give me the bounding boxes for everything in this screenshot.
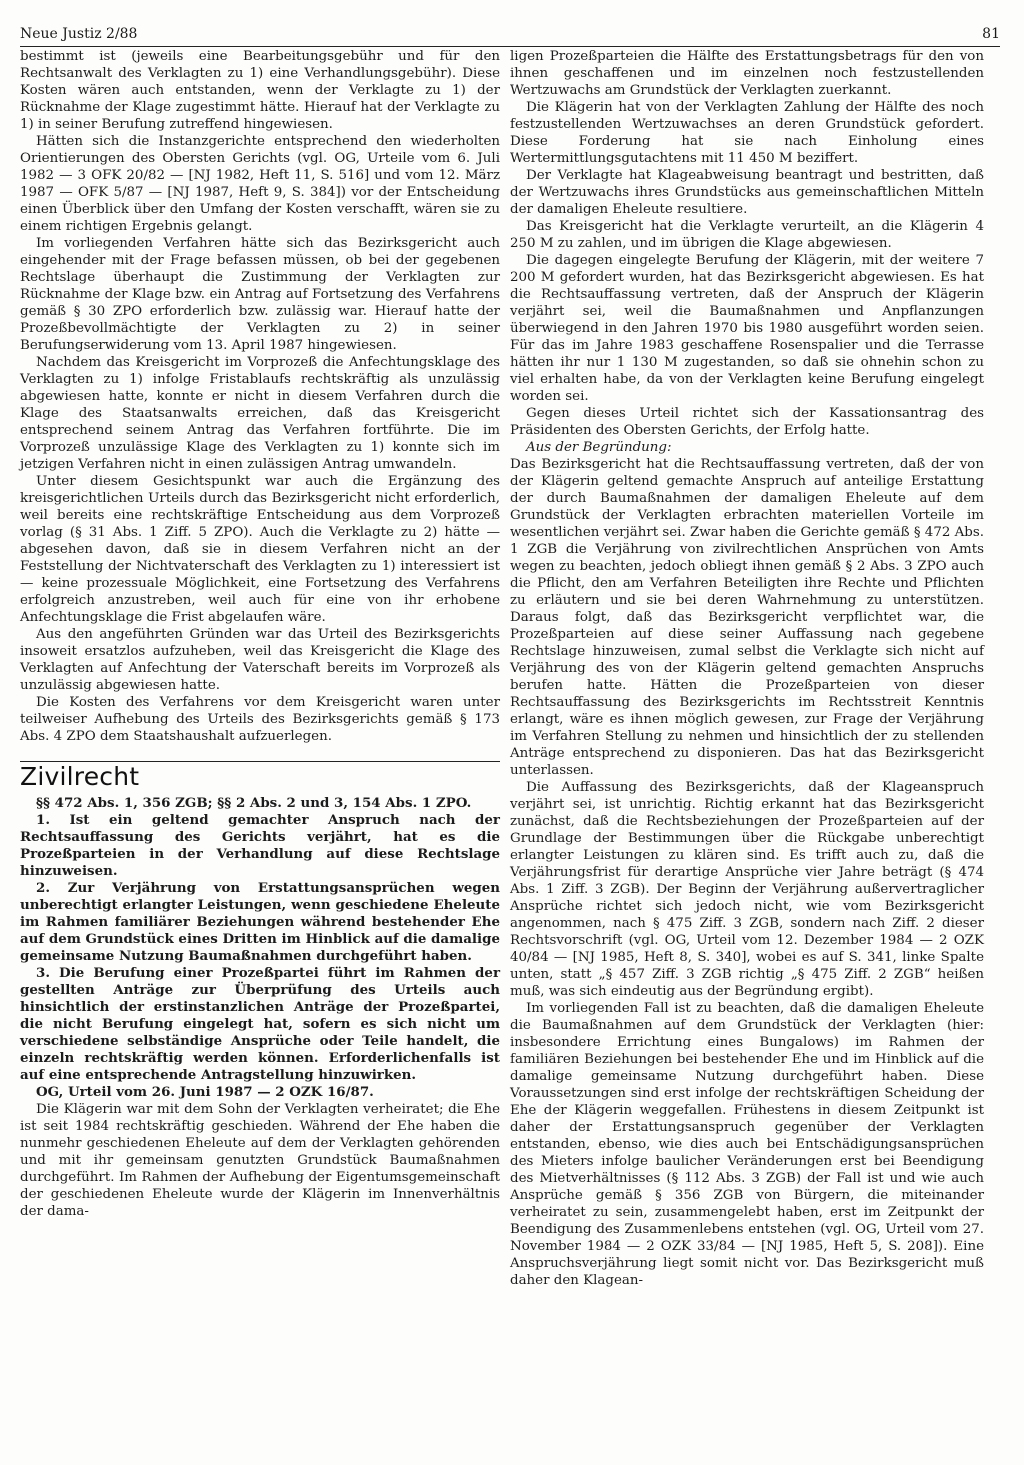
headnote-1: 1. Ist ein geltend gemachter Anspruch nach der Rechtsauffassung des Gerichts verjährt, hat es die Prozeßparteien in der Verhandlung auf diese Rechtslage hinzuweisen. bbox=[20, 812, 500, 879]
paragraph: bestimmt ist (jeweils eine Bearbeitungsgebühr und für den Rechtsanwalt des Verklagten zu 1) eine Verhandlungsgebühr). Diese Kosten wären auch entstanden, wenn der Verklagte zu 1) der Rücknahme der Klage zugestimmt hätte. Hierauf hat der Verklagte zu 1) in seiner Berufung zutreffend hingewiesen. bbox=[20, 49, 500, 132]
paragraph: Hätten sich die Instanzgerichte entsprechend den wiederholten Orientierungen des Obersten Gerichts (vgl. OG, Urteile vom 6. Juli 1982 — 3 OFK 20/82 — [NJ 1982, Heft 11, S. 516] und vom 12. März 1987 — OFK 5/87 — [NJ 1987, Heft 9, S. 384]) vor der Entscheidung einen Überblick über den Umfang der Kosten verschafft, wären sie zu einem richtigen Ergebnis gelangt. bbox=[20, 134, 500, 234]
paragraph: Die Kosten des Verfahrens vor dem Kreisgericht waren unter teilweiser Aufhebung des Urteils des Bezirksgerichts gemäß § 173 Abs. 4 ZPO dem Staatshaushalt aufzuerlegen. bbox=[20, 695, 500, 744]
paragraph: Die Auffassung des Bezirksgerichts, daß der Klageanspruch verjährt sei, ist unrichtig. Richtig erkannt hat das Bezirksgericht zunächst, daß die Rechtsbeziehungen der Prozeßparteien auf der Grundlage der Bestimmungen über die Rückgabe unberechtigt erlangter Leistungen zu klären sind. Es trifft auch zu, daß die Verjährungsfrist für derartige Ansprüche vier Jahre beträgt (§ 474 Abs. 1 Ziff. 3 ZGB). Der Beginn der Verjährung außervertraglicher Ansprüche richtet sich jedoch nicht, wie vom Bezirksgericht angenommen, nach § 475 Ziff. 3 ZGB, sondern nach Ziff. 2 dieser Rechtsvorschrift (vgl. OG, Urteil vom 12. Dezember 1984 — 2 OZK 40/84 — [NJ 1985, Heft 8, S. 340], wobei es auf S. 341, linke Spalte unten, statt „§ 457 Ziff. 3 ZGB richtig „§ 475 Ziff. 2 ZGB“ heißen muß, was sich eindeutig aus der Begründung ergibt). bbox=[510, 780, 984, 999]
paragraph: ligen Prozeßparteien die Hälfte des Erstattungsbetrags für den von ihnen geschaffenen und im einzelnen noch festzustellenden Wertzuwachs am Grundstück der Verklagten zuerkannt. bbox=[510, 49, 984, 98]
subheading: Aus der Begründung: bbox=[526, 440, 672, 455]
paragraph: Aus den angeführten Gründen war das Urteil des Bezirksgerichts insoweit ersatzlos aufzuheben, weil das Kreisgericht die Klage des Verklagten auf Anfechtung der Vaterschaft bereits im Vorprozeß als unzulässig abgewiesen hatte. bbox=[20, 627, 500, 693]
paragraph: Die Klägerin war mit dem Sohn der Verklagten verheiratet; die Ehe ist seit 1984 rechtskräftig geschieden. Während der Ehe haben die nunmehr geschiedenen Eheleute auf dem der Verklagten gehörenden und mit ihr gemeinsam genutzten Grundstück Baumaßnahmen durchgeführt. Im Rahmen der Aufhebung der Eigentumsgemeinschaft der geschiedenen Eheleute wurde der Klägerin im Innenverhältnis der dama- bbox=[20, 1102, 500, 1219]
paragraph: Der Verklagte hat Klageabweisung beantragt und bestritten, daß der Wertzuwachs ihres Grundstücks aus gemeinschaftlichen Mitteln der damaligen Eheleute resultiere. bbox=[510, 168, 984, 217]
page-header bbox=[20, 14, 1000, 47]
paragraph: Unter diesem Gesichtspunkt war auch die Ergänzung des kreisgerichtlichen Urteils durch das Bezirksgericht nicht erforderlich, weil bereits eine rechtskräftige Entscheidung aus dem Vorprozeß vorlag (§ 31 Abs. 1 Ziff. 5 ZPO). Auch die Verklagte zu 2) hätte — abgesehen davon, daß sie in diesem Verfahren nicht an der Feststellung der Nichtvaterschaft des Verklagten zu 1) interessiert ist — keine prozessuale Möglichkeit, eine Fortsetzung des Verfahrens erfolgreich anzustreben, weil auch für eine von ihr erhobene Anfechtungsklage die Frist abgelaufen wäre. bbox=[20, 474, 500, 625]
headnote-2: 2. Zur Verjährung von Erstattungsansprüchen wegen unberechtigt erlangter Leistungen, wenn geschiedene Eheleute im Rahmen familiärer Beziehungen während bestehender Ehe auf dem Grundstück eines Dritten im Hinblick auf die damalige gemeinsame Nutzung Baumaßnahmen durchgeführt haben. bbox=[20, 880, 500, 964]
paragraph: Im vorliegenden Verfahren hätte sich das Bezirksgericht auch eingehender mit der Frage befassen müssen, ob bei der gegebenen Rechtslage überhaupt die Zustimmung der Verklagten zur Rücknahme der Klage bzw. ein Antrag auf Fortsetzung des Verfahrens gemäß § 30 ZPO erforderlich bzw. zulässig war. Hierauf hatte der Prozeßbevollmächtigte der Verklagten zu 2) in seiner Berufungserwiderung vom 13. April 1987 hingewiesen. bbox=[20, 236, 500, 353]
paragraph: Die dagegen eingelegte Berufung der Klägerin, mit der weitere 7 200 M gefordert wurden, hat das Bezirksgericht abgewiesen. Es hat die Rechtsauffassung vertreten, daß der Anspruch der Klägerin verjährt sei, weil die Baumaßnahmen und Anpflanzungen überwiegend in den Jahren 1970 bis 1980 ausgeführt worden seien. Für das im Jahre 1983 geschaffene Rosenspalier und die Terrasse hätten ihr nur 1 130 M zugestanden, so daß sie ohnehin schon zu viel erhalten habe, da von der Verklagten keine Berufung eingelegt worden sei. bbox=[510, 253, 984, 404]
court-citation: OG, Urteil vom 26. Juni 1987 — 2 OZK 16/87. bbox=[36, 1084, 374, 1100]
paragraph: Im vorliegenden Fall ist zu beachten, daß die damaligen Eheleute die Baumaßnahmen auf dem Grundstück der Verklagten (hier: insbesondere Errichtung eines Bungalows) im Rahmen der familiären Beziehungen bei bestehender Ehe und im Hinblick auf die damalige gemeinsame Nutzung durchgeführt haben. Diese Voraussetzungen sind erst infolge der rechtskräftigen Scheidung der Ehe der Klägerin weggefallen. Frühestens in diesem Zeitpunkt ist daher der Erstattungsanspruch gegenüber der Verklagten entstanden, ebenso, wie dies auch bei Entschädigungsansprüchen des Mieters infolge baulicher Veränderungen erst bei Beendigung des Mietverhältnisses (§ 112 Abs. 3 ZGB) der Fall ist und wie auch Ansprüche gemäß § 356 ZGB von Bürgern, die miteinander verheiratet zu sein, zusammengelebt haben, erst im Zeitpunkt der Beendigung des Zusammenlebens entstehen (vgl. OG, Urteil vom 27. November 1984 — 2 OZK 33/84 — [NJ 1985, Heft 5, S. 208]). Eine Anspruchsverjährung liegt somit nicht vor. Das Bezirksgericht muß daher den Klagean- bbox=[510, 1001, 984, 1288]
paragraph: Das Kreisgericht hat die Verklagte verurteilt, an die Klägerin 4 250 M zu zahlen, und im übrigen die Klage abgewiesen. bbox=[510, 219, 984, 251]
paragraph: Das Bezirksgericht hat die Rechtsauffassung vertreten, daß der von der Klägerin geltend gemachte Anspruch auf anteilige Erstattung der durch Baumaßnahmen der damaligen Eheleute auf dem Grundstück der Verklagten erbrachten materiellen Vorteile im wesentlichen verjährt sei. Zwar haben die Gerichte gemäß § 472 Abs. 1 ZGB die Verjährung von zivilrechtlichen Ansprüchen von Amts wegen zu beachten, jedoch obliegt ihnen gemäß § 2 Abs. 3 ZPO auch die Pflicht, den am Verfahren Beteiligten ihre Rechte und Pflichten zu erläutern und sie bei deren Wahrnehmung zu unterstützen. Daraus folgt, daß das Bezirksgericht verpflichtet war, die Prozeßparteien auf diese seiner Auffassung nach gegebene Rechtslage hinzuweisen, zumal selbst die Verklagte sich nicht auf Verjährung des von der Klägerin geltend gemachten Anspruchs berufen hatte. Hätten die Prozeßparteien von dieser Rechtsauffassung des Bezirksgerichts im Rechtsstreit Kenntnis erlangt, wäre es ihnen möglich gewesen, zur Frage der Verjährung im Verfahren Stellung zu nehmen und hinsichtlich der zu stellenden Anträge entsprechend zu disponieren. Das hat das Bezirksgericht unterlassen. bbox=[510, 457, 984, 778]
paragraph: Nachdem das Kreisgericht im Vorprozeß die Anfechtungsklage des Verklagten zu 1) infolge Fristablaufs rechtskräftig als unzulässig abgewiesen hatte, konnte er nicht in diesem Verfahren durch die Klage des Staatsanwalts erreichen, daß das Kreisgericht entsprechend seinem Antrag das Verfahren fortführte. Die im Vorprozeß unzulässige Klage des Verklagten zu 1) konnte sich im jetzigen Verfahren nicht in einen zulässigen Antrag umwandeln. bbox=[20, 355, 500, 472]
paragraph: Die Klägerin hat von der Verklagten Zahlung der Hälfte des noch festzustellenden Wertzuwachses an deren Grundstück gefordert. Diese Forderung hat sie nach Einholung eines Wertermittlungsgutachtens mit 11 450 M beziffert. bbox=[510, 100, 984, 166]
section-title: Zivilrecht bbox=[20, 762, 140, 791]
journal-title: Neue Justiz 2/88 bbox=[20, 26, 138, 42]
paragraph: Gegen dieses Urteil richtet sich der Kassationsantrag des Präsidenten des Obersten Gerichts, der Erfolg hatte. bbox=[510, 406, 984, 438]
legal-norms: §§ 472 Abs. 1, 356 ZGB; §§ 2 Abs. 2 und 3, 154 Abs. 1 ZPO. bbox=[36, 795, 472, 811]
left-column bbox=[20, 48, 500, 1220]
right-column bbox=[510, 48, 984, 1289]
headnote-3: 3. Die Berufung einer Prozeßpartei führt im Rahmen der gestellten Anträge zur Überprüfung des Urteils auch hinsichtlich der erstinstanzlichen Anträge der Prozeßpartei, die nicht Berufung eingelegt hat, sofern es sich nicht um verschiedene selbständige Ansprüche oder Teile handelt, die einzeln rechtskräftig werden können. Erforderlichenfalls ist auf eine entsprechende Antragstellung hinzuwirken. bbox=[20, 965, 500, 1083]
page-number: 81 bbox=[982, 26, 1000, 42]
